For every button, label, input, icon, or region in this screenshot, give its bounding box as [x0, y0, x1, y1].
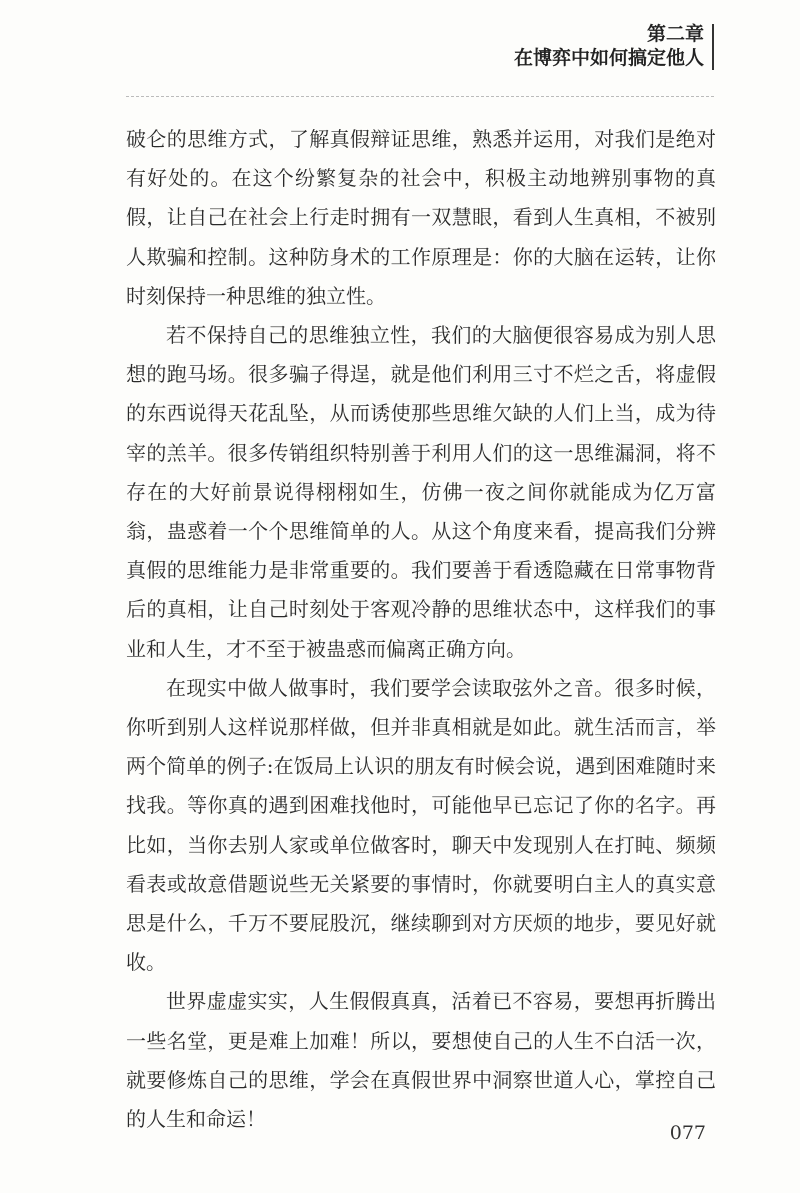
page-number: 077	[669, 1122, 706, 1144]
header-bar	[712, 24, 714, 70]
body-text	[126, 120, 716, 1139]
paragraph-3: 在现实中做人做事时，我们要学会读取弦外之音。很多时候，你听到别人这样说那样做，但并非真相就是如此。就生活而言，举两个简单的例子:在饭局上认识的朋友有时候会说，遇到困难随时来找我。等你真的遇到困难找他时，可能他早已忘记了你的名字。再比如，当你去别人家或单位做客时，聊天中发现别人在打盹、频频看表或故意借题说些无关紧要的事情时，你就要明白主人的真实意思是什么，千万不要屁股沉，继续聊到对方厌烦的地步，要见好就收。	[126, 675, 716, 975]
running-header	[514, 22, 704, 70]
chapter-title: 在博弈中如何搞定他人	[513, 47, 704, 69]
paragraph-4: 世界虚虚实实，人生假假真真，活着已不容易，要想再折腾出一些名堂，更是难上加难！所以，要想使自己的人生不白活一次，就要修炼自己的思维，学会在真假世界中洞察世道人心，掌控自己的人生和命运！	[126, 989, 716, 1132]
paragraph-2: 若不保持自己的思维独立性，我们的大脑便很容易成为别人思想的跑马场。很多骗子得逞，就是他们利用三寸不烂之舌，将虚假的东西说得天花乱坠，从而诱使那些思维欠缺的人们上当，成为待宰的羔羊。很多传销组织特别善于利用人们的这一思维漏洞，将不存在的大好前景说得栩栩如生，仿佛一夜之间你就能成为亿万富翁，蛊惑着一个个思维简单的人。从这个角度来看，提高我们分辨真假的思维能力是非常重要的。我们要善于看透隐藏在日常事物背后的真相，让自己时刻处于客观冷静的思维状态中，这样我们的事业和人生，才不至于被蛊惑而偏离正确方向。	[126, 323, 716, 661]
paragraph-1: 破仑的思维方式，了解真假辩证思维，熟悉并运用，对我们是绝对有好处的。在这个纷繁复杂的社会中，积极主动地辨别事物的真假，让自己在社会上行走时拥有一双慧眼，看到人生真相，不被别人欺骗和控制。这种防身术的工作原理是：你的大脑在运转，让你时刻保持一种思维的独立性。	[126, 127, 716, 308]
header-divider	[126, 96, 714, 97]
chapter-number: 第二章	[646, 23, 704, 45]
